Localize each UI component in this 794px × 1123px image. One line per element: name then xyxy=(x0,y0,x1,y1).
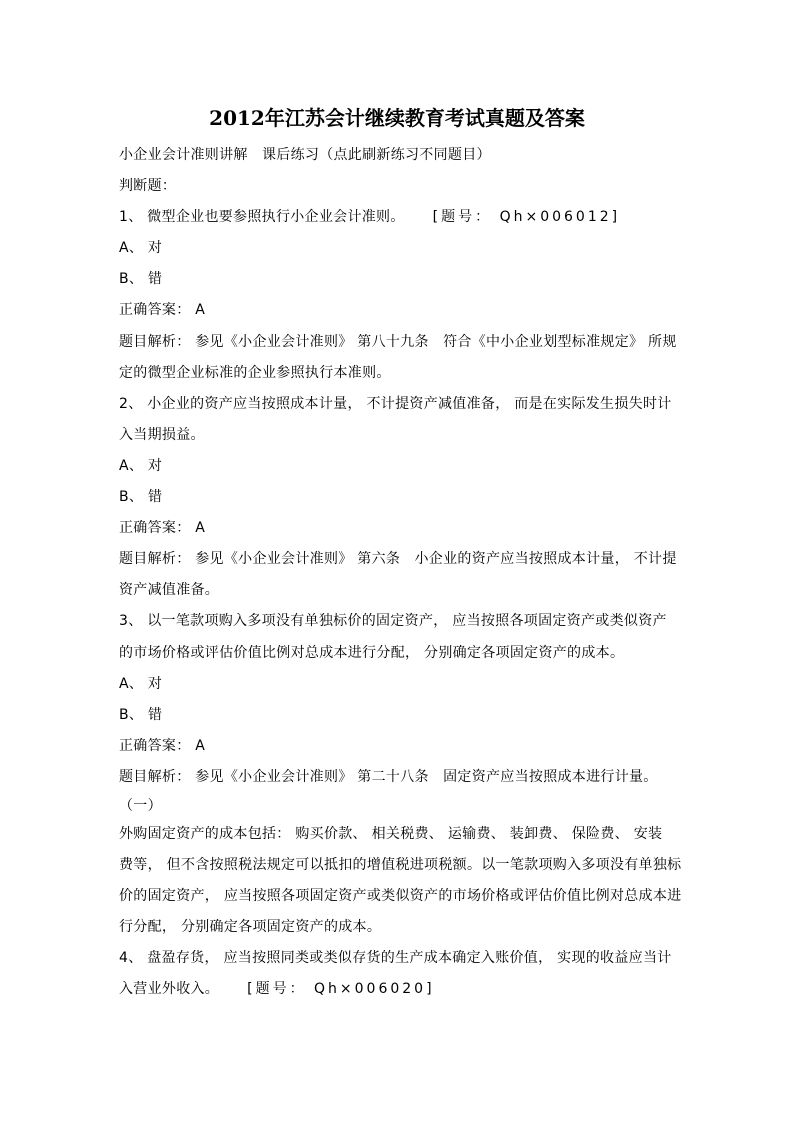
section-heading: 判断题： xyxy=(119,178,177,195)
question-stem: 2、 小企业的资产应当按照成本计量， 不计提资产减值准备， 而是在实际发生损失时计 xyxy=(119,395,672,412)
analysis: 价的固定资产， 应当按照各项固定资产或类似资产的市场价格或评估价值比例对总成本进 xyxy=(119,888,682,905)
correct-answer: 正确答案： A xyxy=(119,302,206,319)
question-stem: 1、 微型企业也要参照执行小企业会计准则。 xyxy=(119,209,405,226)
question-id: [题号： Qh×006020] xyxy=(247,981,435,998)
option-a: A、 对 xyxy=(119,457,163,474)
analysis: 行分配， 分别确定各项固定资产的成本。 xyxy=(119,919,382,936)
document-body xyxy=(119,140,689,1006)
option-a: A、 对 xyxy=(119,675,163,692)
question-stem: 4、 盘盈存货， 应当按照同类或类似存货的生产成本确定入账价值， 实现的收益应当计 xyxy=(119,950,672,967)
option-b: B、 错 xyxy=(119,271,163,288)
analysis: （一） xyxy=(119,797,162,814)
option-a: A、 对 xyxy=(119,240,163,257)
question-stem: 入营业外收入。 xyxy=(119,981,220,998)
question-text xyxy=(119,974,689,1005)
analysis: 定的微型企业标准的企业参照执行本准则。 xyxy=(119,364,391,381)
analysis: 外购固定资产的成本包括： 购买价款、 相关税费、 运输费、 装卸费、 保险费、 安装 xyxy=(119,825,663,842)
question-stem: 3、 以一笔款项购入多项没有单独标价的固定资产， 应当按照各项固定资产或类似资产 xyxy=(119,613,667,630)
analysis: 费等， 但不含按照税法规定可以抵扣的增值税进项税额。以一笔款项购入多项没有单独标 xyxy=(119,857,682,874)
analysis: 资产减值准备。 xyxy=(119,582,220,599)
question-stem: 入当期损益。 xyxy=(119,426,205,443)
practice-link[interactable]: 小企业会计准则讲解 课后练习（点此刷新练习不同题目） xyxy=(119,147,491,163)
option-b: B、 错 xyxy=(119,706,163,723)
option-b: B、 错 xyxy=(119,489,163,506)
analysis: 题目解析： 参见《小企业会计准则》 第六条 小企业的资产应当按照成本计量， 不计提 xyxy=(119,551,677,568)
correct-answer: 正确答案： A xyxy=(119,520,206,537)
correct-answer: 正确答案： A xyxy=(119,737,206,754)
analysis: 题目解析： 参见《小企业会计准则》 第八十九条 符合《中小企业划型标准规定》 所规 xyxy=(119,333,677,350)
analysis: 题目解析： 参见《小企业会计准则》 第二十八条 固定资产应当按照成本进行计量。 xyxy=(119,768,658,785)
question-stem: 的市场价格或评估价值比例对总成本进行分配， 分别确定各项固定资产的成本。 xyxy=(119,644,625,661)
question-text xyxy=(119,202,689,233)
question-id: [题号： Qh×006012] xyxy=(432,209,621,226)
document-title: 2012年江苏会计继续教育考试真题及答案 xyxy=(209,106,585,130)
